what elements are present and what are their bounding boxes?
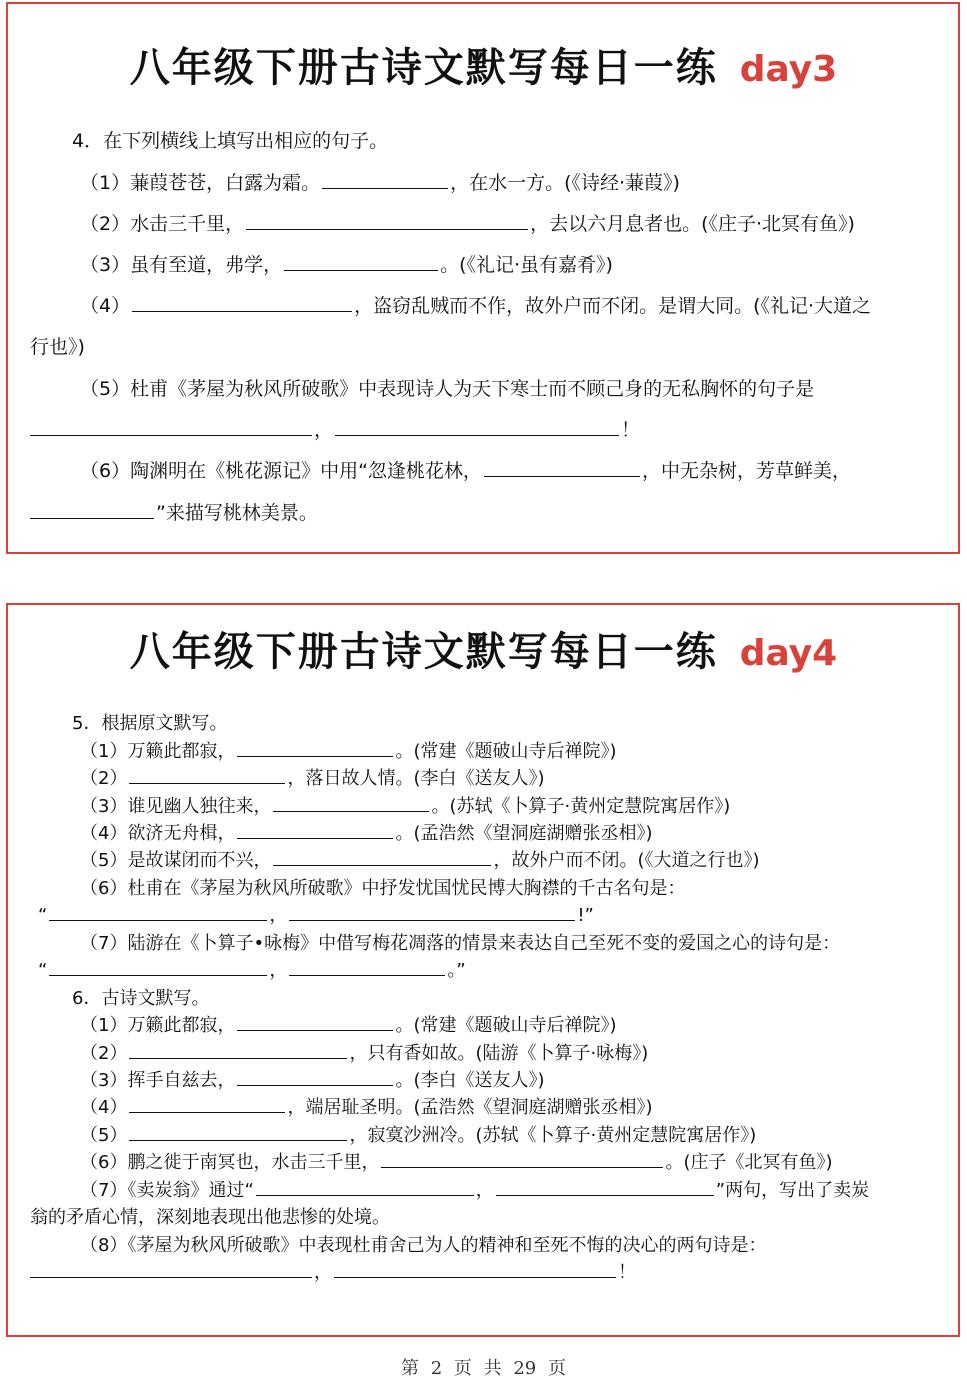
fill-item: （3）挥手自兹去， 。(李白《送友人》) — [80, 1070, 545, 1091]
title-main: 八年级下册古诗文默写每日一练 — [129, 629, 718, 675]
answer-blank[interactable] — [246, 212, 528, 230]
fill-item: （4） ，端居耻圣明。(孟浩然《望洞庭湖赠张丞相》) — [80, 1097, 653, 1118]
fill-item: （1）蒹葭苍苍，白露为霜。 ，在水一方。(《诗经·蒹葭》) — [80, 172, 680, 194]
fill-item: （1）万籁此都寂， 。(常建《题破山寺后禅院》) — [80, 741, 617, 762]
fill-item: （8）《茅屋为秋风所破歌》中表现杜甫舍己为人的精神和至死不悔的决心的两句诗是： — [80, 1235, 767, 1256]
answer-blank[interactable] — [289, 958, 445, 976]
answer-blank[interactable] — [30, 1260, 312, 1278]
answer-blank[interactable] — [496, 1178, 714, 1196]
answer-blank[interactable] — [335, 418, 619, 436]
fill-item: （5）杜甫《茅屋为秋风所破歌》中表现诗人为天下寒士而不顾己身的无私胸怀的句子是 — [80, 378, 815, 400]
fill-item-cont: “ ， 。” — [38, 960, 466, 981]
answer-blank[interactable] — [30, 501, 154, 519]
answer-blank[interactable] — [237, 739, 393, 757]
question-heading: 4．在下列横线上填写出相应的句子。 — [72, 130, 389, 152]
fill-item: （7）陆游在《卜算子•咏梅》中借写梅花凋落的情景来表达自己至死不变的爱国之心的诗句是： — [80, 933, 841, 954]
fill-item: （6）陶渊明在《桃花源记》中用“忽逢桃花林， ，中无杂树，芳草鲜美， — [80, 460, 851, 482]
answer-blank[interactable] — [322, 171, 448, 189]
answer-blank[interactable] — [284, 253, 438, 271]
page-footer: 第 2 页 共 29 页 — [401, 1358, 566, 1379]
fill-item-cont: ”来描写桃林美景。 — [30, 498, 318, 525]
question-heading: 5．根据原文默写。 — [72, 713, 228, 734]
fill-item: （3）虽有至道，弗学， 。(《礼记·虽有嘉肴》) — [80, 254, 613, 276]
day4-title — [0, 620, 967, 677]
answer-blank[interactable] — [49, 958, 267, 976]
fill-item: （2）水击三千里， ，去以六月息者也。(《庄子·北冥有鱼》) — [80, 213, 855, 235]
answer-blank[interactable] — [237, 1013, 393, 1031]
answer-blank[interactable] — [30, 418, 312, 436]
answer-blank[interactable] — [381, 1150, 663, 1168]
day-label: day4 — [739, 633, 838, 674]
title-main: 八年级下册古诗文默写每日一练 — [129, 45, 718, 91]
fill-item-cont: ， ！ — [30, 415, 640, 442]
answer-blank[interactable] — [129, 766, 285, 784]
fill-item: （4） ，盗窃乱贼而不作，故外户而不闭。是谓大同。(《礼记·大道之 — [80, 295, 872, 317]
fill-item: （6）鹏之徙于南冥也，水击三千里， 。(庄子《北冥有鱼》) — [80, 1152, 833, 1173]
answer-blank[interactable] — [237, 1068, 393, 1086]
fill-item: （4）欲济无舟楫， 。(孟浩然《望洞庭湖赠张丞相》) — [80, 823, 653, 844]
question-heading: 6．古诗文默写。 — [72, 988, 210, 1009]
answer-blank[interactable] — [289, 903, 575, 921]
answer-blank[interactable] — [49, 903, 267, 921]
answer-blank[interactable] — [129, 1123, 347, 1141]
answer-blank[interactable] — [132, 294, 352, 312]
answer-blank[interactable] — [484, 459, 640, 477]
answer-blank[interactable] — [237, 821, 393, 839]
fill-item: （2） ，只有香如故。(陆游《卜算子·咏梅》) — [80, 1043, 649, 1064]
fill-item: （7）《卖炭翁》通过“ ， ”两句，写出了卖炭 — [80, 1180, 870, 1201]
fill-item: （2） ，落日故人情。(李白《送友人》) — [80, 768, 545, 789]
fill-item: （1）万籁此都寂， 。(常建《题破山寺后禅院》) — [80, 1015, 617, 1036]
fill-item: （6）杜甫在《茅屋为秋风所破歌》中抒发忧国忧民博大胸襟的千古名句是： — [80, 878, 686, 899]
fill-item: （3）谁见幽人独往来， 。(苏轼《卜算子·黄州定慧院寓居作》) — [80, 796, 731, 817]
answer-blank[interactable] — [273, 794, 429, 812]
answer-blank[interactable] — [129, 1041, 347, 1059]
answer-blank[interactable] — [273, 848, 491, 866]
answer-blank[interactable] — [334, 1260, 616, 1278]
fill-item: （5）是故谋闭而不兴， ，故外户而不闭。(《大道之行也》) — [80, 850, 760, 871]
fill-item: （5） ，寂寞沙洲冷。(苏轼《卜算子·黄州定慧院寓居作》) — [80, 1125, 757, 1146]
fill-item-cont: 行也》) — [30, 336, 85, 358]
day3-title — [0, 36, 967, 93]
answer-blank[interactable] — [129, 1095, 285, 1113]
answer-blank[interactable] — [256, 1178, 474, 1196]
fill-item-cont: ， ！ — [30, 1258, 636, 1284]
fill-item-cont: “ ， !” — [38, 905, 594, 926]
fill-item-cont: 翁的矛盾心情，深刻地表现出他悲惨的处境。 — [30, 1207, 390, 1228]
day-label: day3 — [739, 49, 838, 90]
